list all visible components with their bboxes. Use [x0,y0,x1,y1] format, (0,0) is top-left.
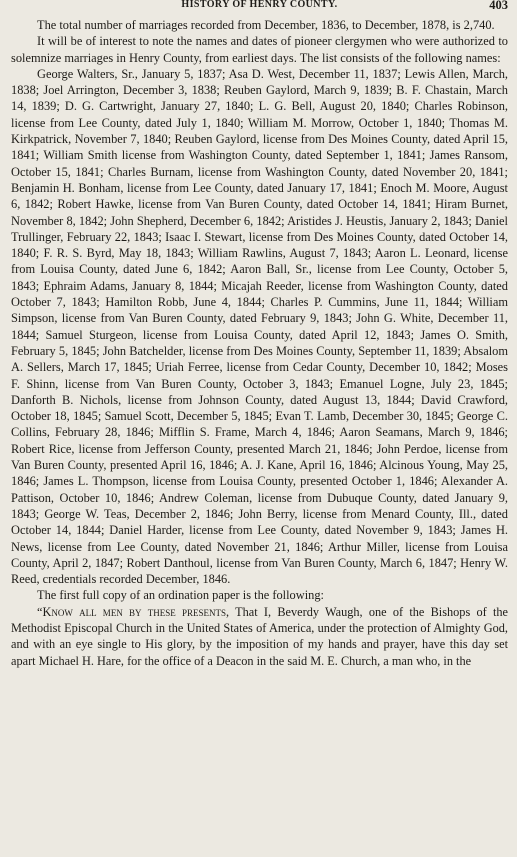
page-header [11,0,508,17]
quote-text: That I, Beverdy Waugh, one of the Bishops of the Methodist Episcopal Church in the United States of America, under the protection of Almighty God, and with an eye single to His glory, by the imposition of my hands and prayer, have this day set apart Michael H. Hare, for the office of a Deacon in the said M. E. Church, a man who, in the [11,604,508,668]
paragraph-clergy-list: George Walters, Sr., January 5, 1837; Asa D. West, December 11, 1837; Lewis Allen, March, 1838; Joel Arrington, December 3, 1838; Reuben Gaylord, March 9, 1839; B. F. Chastain, March 14, 1839; D. G. Cartwright, January 27, 1840; L. G. Bell, August 20, 1840; Charles Robinson, license from Lee County, dated July 1, 1840; William M. Morrow, October 1, 1840; Thomas M. Kirkpatrick, November 7, 1840; Reuben Gaylord, license from Des Moines County, dated April 15, 1841; William Smith license from Washington County, dated September 1, 1841; James Ransom, October 15, 1841; Charles Burnam, license from Washington County, dated November 20, 1841; Benjamin H. Bonham, license from Lee County, dated January 17, 1841; Enoch M. Moore, August 6, 1842; Robert Hawke, license from Van Buren County, dated October 14, 1841; Hiram Burnet, November 8, 1842; John Shepherd, December 6, 1842; Aristides J. Heustis, January 2, 1843; Daniel Trullinger, February 22, 1843; Isaac I. Stewart, license from Des Moines County, dated October 14, 1840; F. R. S. Byrd, May 18, 1843; William Rawlins, August 7, 1843; Aaron L. Leonard, license from Louisa County, dated June 6, 1842; Aaron Ball, Sr., license from Lee County, October 5, 1843; Ephraim Adams, January 8, 1844; Micajah Reeder, license from Washington County, dated October 7, 1843; Hamilton Robb, June 4, 1844; Charles P. Cummins, June 11, 1844; William Simpson, license from Van Buren County, dated February 9, 1843; John G. White, December 11, 1844; Samuel Sturgeon, license from Louisa County, dated April 12, 1843; James O. Smith, February 5, 1845; John Batchelder, license from Des Moines County, September 11, 1839; Absalom A. Sellers, March 17, 1845; Uriah Ferree, license from Cedar County, December 10, 1842; Moses F. Shinn, license from Van Buren County, October 3, 1843; Emanuel Logne, July 23, 1845; Danforth B. Nichols, license from Johnson County, dated August 13, 1844; David Crawford, October 18, 1845; Samuel Scott, December 5, 1845; Evan T. Lamb, December 30, 1845; George C. Collins, February 28, 1846; Mifflin S. Frame, March 4, 1846; Aaron Seamans, March 9, 1846; Robert Rice, license from Jefferson County, presented March 21, 1846; John Perdoe, license from Van Buren County, presented April 16, 1846; A. J. Kane, April 16, 1846; Alcinous Young, May 25, 1846; James L. Thompson, license from Louisa County, presented October 1, 1846; Alexander A. Pattison, October 10, 1846; Andrew Coleman, license from Dubuque County, dated January 9, 1843; George W. Teas, December 2, 1846; John Berry, license from Menard County, Ill., dated October 14, 1844; Daniel Harder, license from Lee County, dated November 9, 1843; James H. News, license from Lee County, dated November 21, 1846; Arthur Miller, license from Louisa County, April 2, 1847; Robert Danthoul, license from Van Buren County, March 6, 1847; Henry W. Reed, credentials recorded December, 1846. [11,66,508,587]
paragraph-marriage-total: The total number of marriages recorded from December, 1836, to December, 1878, is 2,740. [37,18,495,32]
paragraph-ordination-intro: The first full copy of an ordination paper is the following: [37,588,324,603]
page-number: 403 [489,0,508,12]
body-text [11,17,508,669]
paragraph-clergy-intro: It will be of interest to note the names and dates of pioneer clergymen who were authorized to solemnize marriages in Henry County, from earliest days. The list consists of the following names: [11,34,508,65]
quote-opening: “Know all men by these presents, [37,604,230,619]
running-head: HISTORY OF HENRY COUNTY. [181,0,338,10]
ordination-quote [11,604,508,669]
